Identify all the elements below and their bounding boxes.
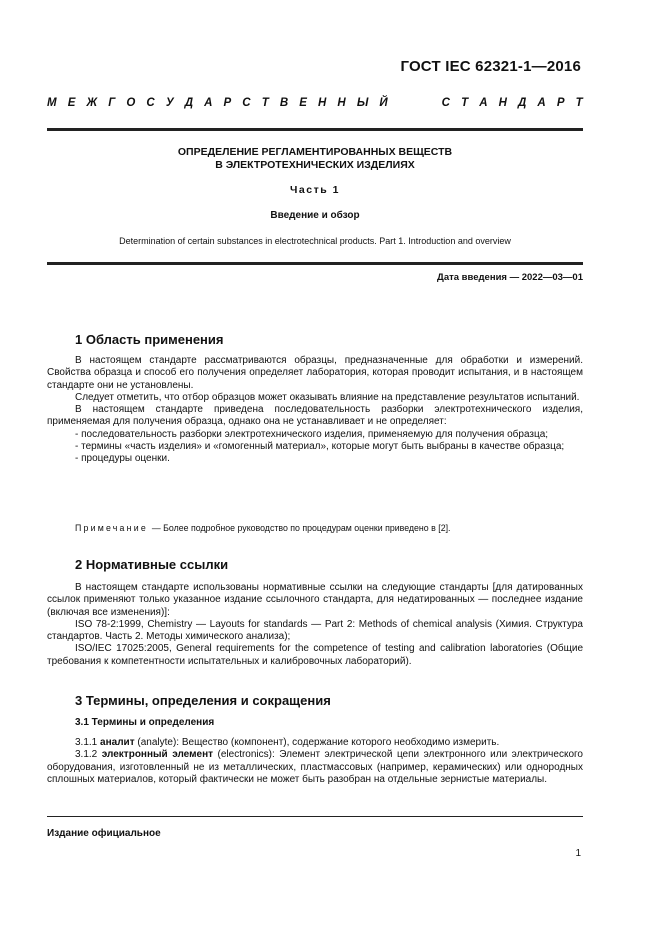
header-rule-bottom	[47, 262, 583, 265]
note-label: Примечание	[75, 523, 148, 533]
banner-letter: Н	[498, 97, 507, 109]
list-item: - процедуры оценки.	[75, 453, 170, 465]
section-1-paragraph: Следует отметить, что отбор образцов может оказывать влияние на представление результатов испытаний.	[75, 391, 580, 403]
section-1-paragraph: В настоящем стандарте рассматриваются образцы, предназначенные для обработки и измерений. Свойства образца и способ его получения определяет лаборатория, которая проводит испытания, и в настоящем стандарте они не установлены.	[47, 355, 583, 391]
term-text: (electronics): Элемент электрической цепи электронного или электрического оборудования, изготовленный не из металлических, пластмассовых (например, керамических) или однородных сплошных материалов, который фактически не может быть разобран на отдельные зернистые материалы.	[47, 749, 583, 785]
section-2-paragraph: В настоящем стандарте использованы нормативные ссылки на следующие стандарты [для датированных ссылок применяют только указанное издание ссылочного стандарта, для недатированных — последнее издание (включая все изменения)]:	[47, 582, 583, 618]
introduction-date: Дата введения — 2022—03—01	[437, 272, 583, 283]
footer-rule	[47, 816, 583, 817]
page-number: 1	[575, 848, 581, 859]
part-label: Часть 1	[290, 184, 340, 196]
banner-letter: Р	[556, 97, 565, 109]
banner-letter: Т	[461, 97, 469, 109]
banner-letter: Д	[184, 97, 194, 109]
banner-letter: Ж	[86, 97, 98, 109]
term-number: 3.1.1	[75, 737, 101, 748]
banner-letter: С	[242, 97, 251, 109]
subtitle: Введение и обзор	[270, 210, 360, 221]
banner-letter: С	[441, 97, 450, 109]
banner-letter	[399, 97, 402, 109]
banner-letter: С	[146, 97, 155, 109]
banner-letter: Е	[299, 97, 307, 109]
banner-letter: Д	[518, 97, 527, 109]
term-definition	[47, 749, 583, 786]
term-name: аналит	[100, 737, 135, 748]
section-1-body	[47, 355, 583, 466]
section-3-body	[47, 737, 583, 786]
section-2-body	[47, 582, 583, 668]
section-1-heading: 1 Область применения	[75, 332, 224, 347]
section-2-paragraph: ISO 78-2:1999, Chemistry — Layouts for standards — Part 2: Methods of chemical analysis (Химия. Структура стандартов. Часть 2. Методы химического анализа);	[47, 618, 583, 643]
list-item: - термины «часть изделия» и «гомогенный материал», которые могут быть выбраны в качестве образца;	[75, 441, 565, 453]
banner-letter: У	[165, 97, 174, 109]
section-2-paragraph: ISO/IEC 17025:2005, General requirements for the competence of testing and calibration laboratories (Общие требования к компетентности испытательных и калибровочных лабораторий).	[47, 643, 583, 667]
official-edition-label: Издание официальное	[47, 828, 161, 839]
banner-letter: А	[537, 97, 546, 109]
banner-letter: Н	[337, 97, 346, 109]
term-number: 3.1.2	[75, 749, 102, 761]
banner-letter: А	[479, 97, 488, 109]
term-definition	[47, 737, 583, 749]
title-line-2: В ЭЛЕКТРОТЕХНИЧЕСКИХ ИЗДЕЛИЯХ	[215, 159, 415, 171]
banner-letter: Й	[379, 97, 388, 109]
note-text: — Более подробное руководство по процедурам оценки приведено в [2].	[151, 523, 451, 533]
term-name: электронный элемент	[101, 749, 214, 761]
section-3-heading: 3 Термины, определения и сокращения	[75, 693, 331, 708]
banner-letter	[427, 97, 430, 109]
title-line-1: ОПРЕДЕЛЕНИЕ РЕГЛАМЕНТИРОВАННЫХ ВЕЩЕСТВ	[177, 146, 453, 158]
standard-code: ГОСТ IEC 62321-1—2016	[400, 58, 581, 75]
banner-letter: Т	[261, 97, 269, 109]
section-2-heading: 2 Нормативные ссылки	[75, 557, 229, 572]
banner-letter: Ы	[356, 97, 369, 109]
banner-letter: Р	[223, 97, 232, 109]
banner-letter: Н	[318, 97, 327, 109]
section-1-paragraph: В настоящем стандарте приведена последовательность разборки электротехнического изделия, применяемая для получения образца, однако она не устанавливает и не определяет:	[47, 404, 583, 428]
note	[75, 523, 583, 533]
banner-letter: В	[279, 97, 289, 109]
banner-letter	[413, 97, 416, 109]
term-text: (analyte): Вещество (компонент), содержание которого необходимо измерить.	[134, 737, 500, 748]
interstate-standard-banner	[47, 97, 583, 109]
banner-letter: Г	[108, 97, 116, 109]
english-title: Determination of certain substances in electrotechnical products. Part 1. Introduction and overview	[119, 236, 511, 246]
banner-letter: М	[47, 97, 57, 109]
banner-letter: Т	[575, 97, 583, 109]
banner-letter: А	[204, 97, 213, 109]
header-rule-top	[47, 128, 583, 131]
banner-letter: О	[126, 97, 136, 109]
subsection-3-1-heading: 3.1 Термины и определения	[75, 717, 215, 728]
list-item: - последовательность разборки электротехнического изделия, применяемую для получения образца;	[75, 428, 549, 440]
banner-letter: Е	[67, 97, 76, 109]
